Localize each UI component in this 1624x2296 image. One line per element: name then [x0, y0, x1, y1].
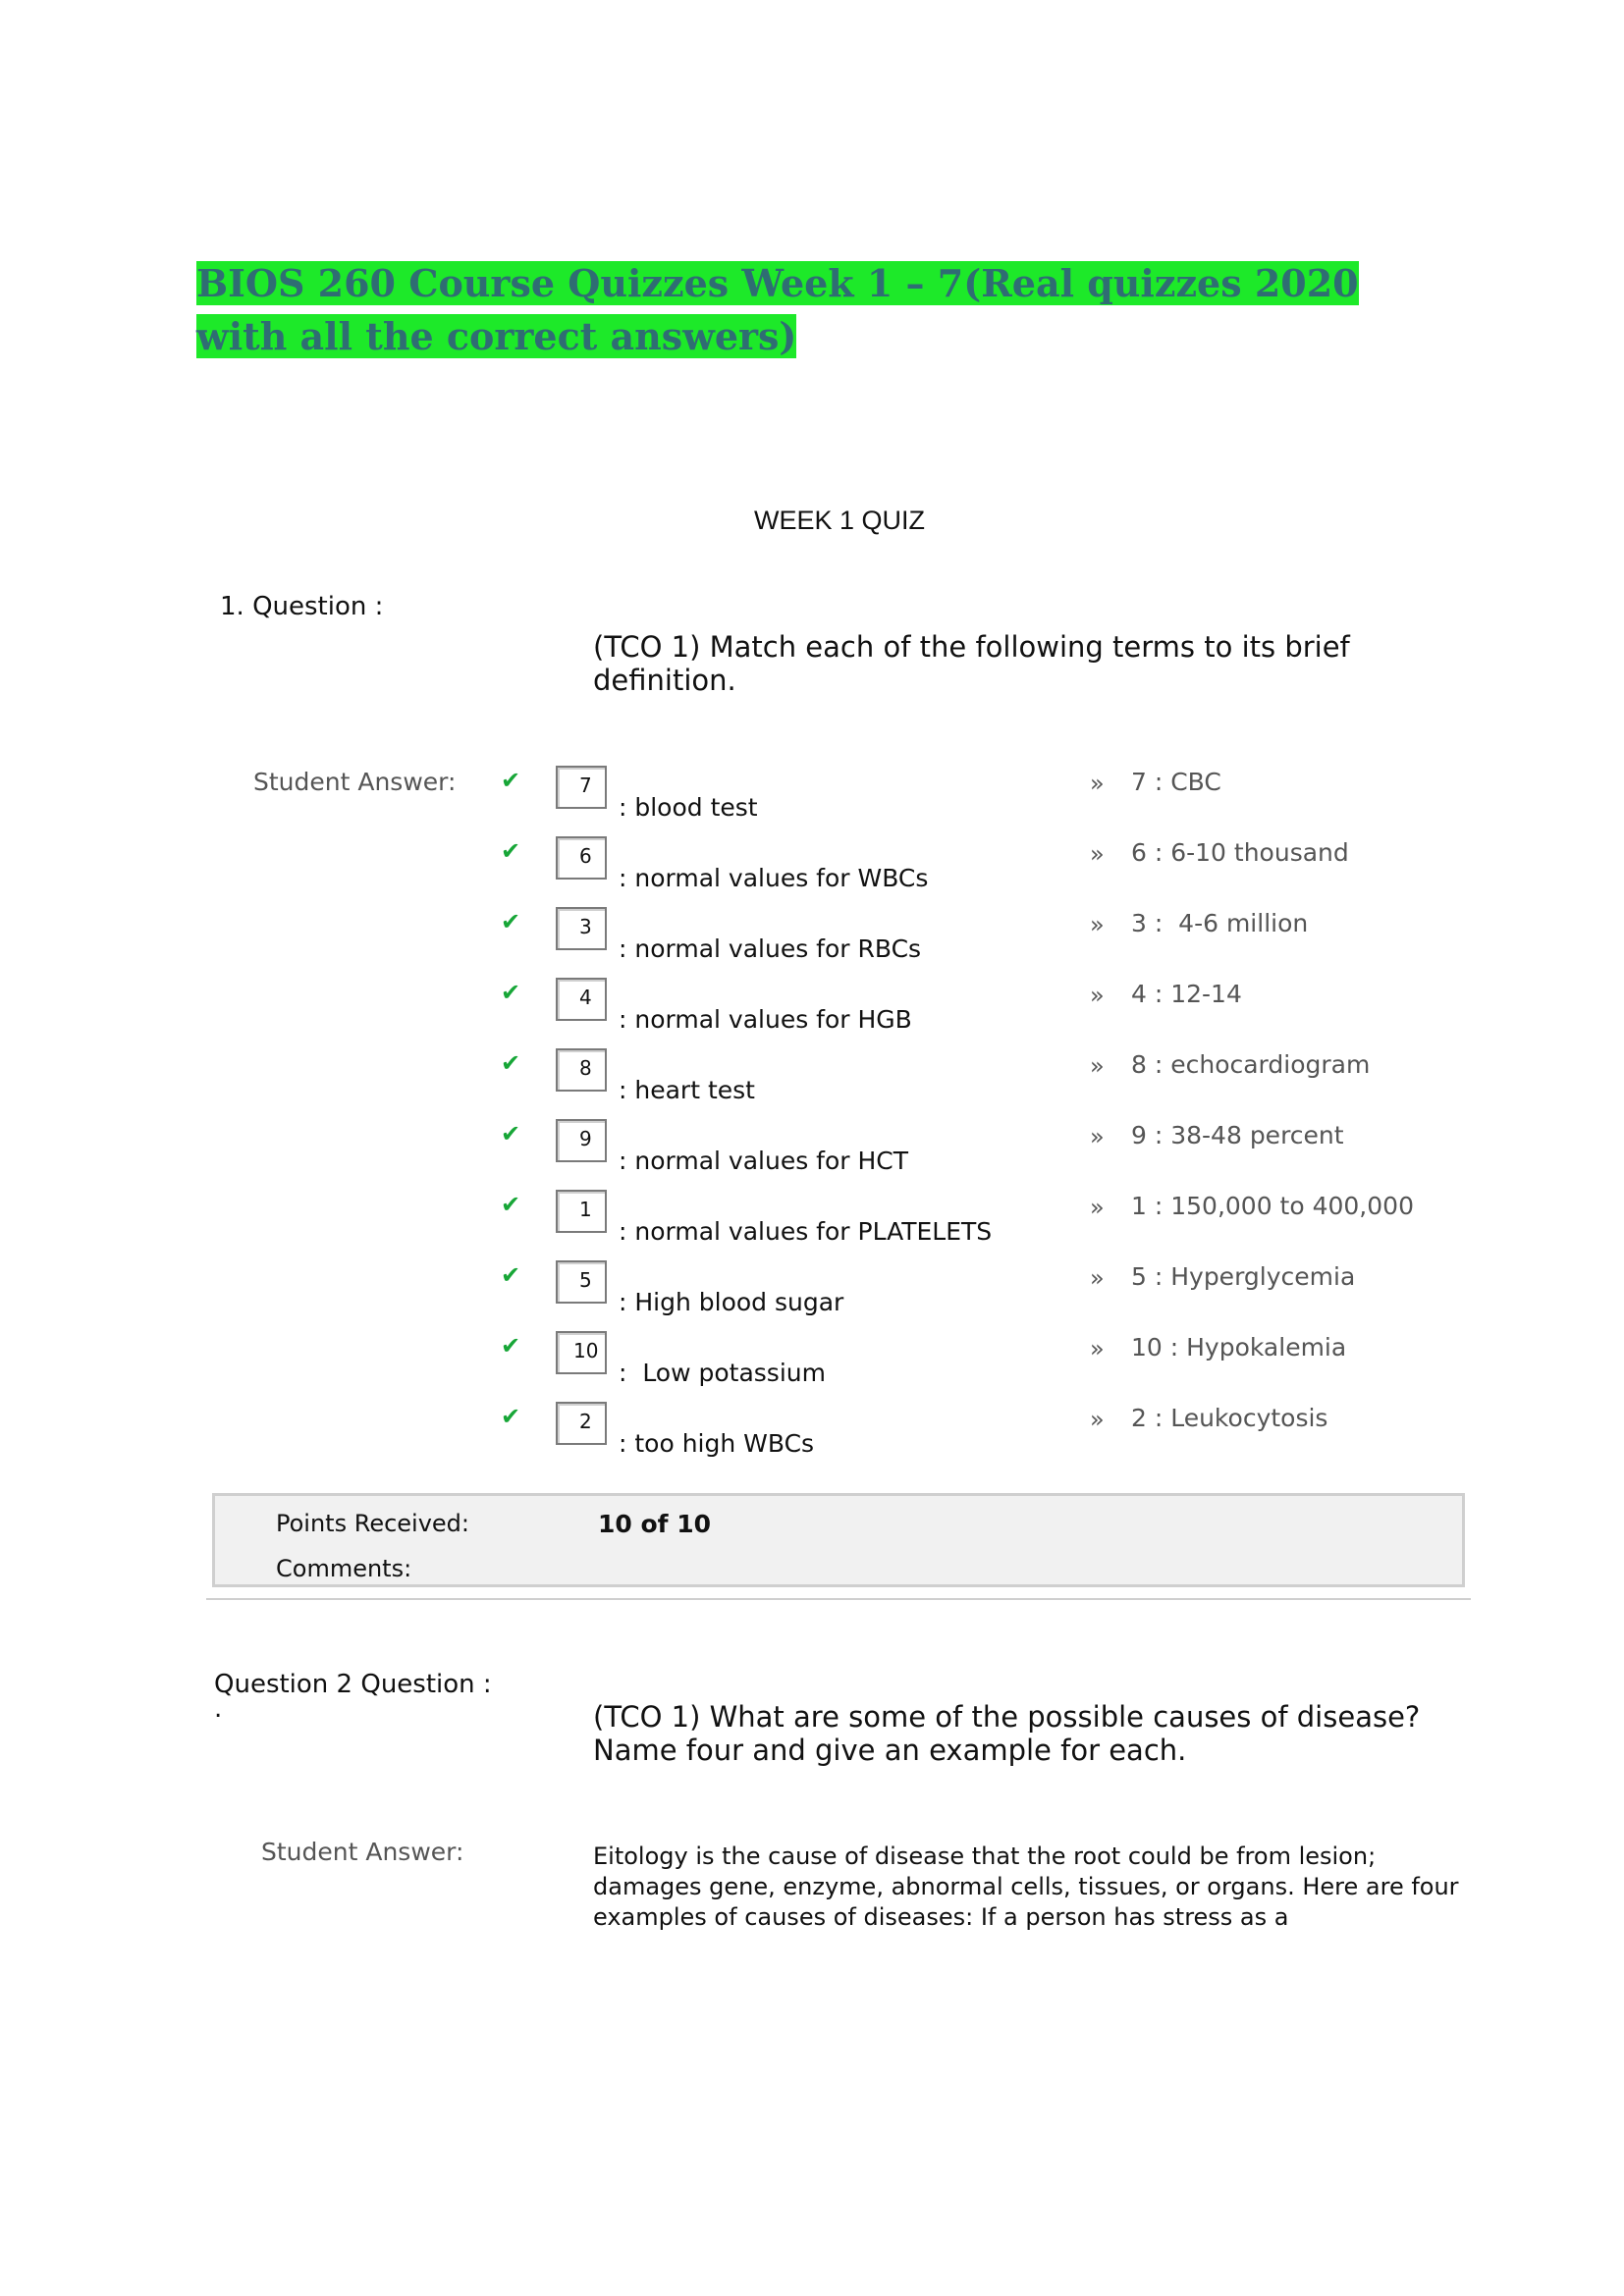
selected-number-box[interactable]: 6	[556, 836, 607, 880]
correct-answer-text: 4 : 12-14	[1131, 980, 1242, 1008]
student-answer-text: Eitology is the cause of disease that the root could be from lesion; damages gene, enzyme, abnormal cells, tissues, or organs. Here are four examples of causes of diseases: If a person has stress as a	[593, 1842, 1459, 1931]
checkmark-icon: ✔	[501, 1332, 521, 1360]
checkmark-icon: ✔	[501, 1403, 521, 1430]
correct-answer-text: 3 : 4-6 million	[1131, 909, 1309, 937]
divider	[206, 1598, 1471, 1600]
term-text: : High blood sugar	[619, 1288, 844, 1316]
correct-answer-text: 1 : 150,000 to 400,000	[1131, 1192, 1414, 1220]
selected-number-box[interactable]: 9	[556, 1119, 607, 1162]
question-2-text: (TCO 1) What are some of the possible causes of disease? Name four and give an example for each.	[593, 1700, 1421, 1767]
term-text: : normal values for WBCs	[619, 864, 929, 892]
match-row	[501, 1260, 1483, 1331]
term-text: : normal values for HGB	[619, 1005, 912, 1034]
match-row	[501, 978, 1483, 1048]
match-row	[501, 1402, 1483, 1472]
points-panel	[212, 1493, 1465, 1587]
checkmark-icon: ✔	[501, 908, 521, 935]
arrow-icon: »	[1090, 1335, 1105, 1362]
match-row	[501, 1331, 1483, 1402]
student-answer-label-2: Student Answer:	[261, 1838, 464, 1866]
checkmark-icon: ✔	[501, 1261, 521, 1289]
term-text: : normal values for HCT	[619, 1147, 909, 1175]
match-row	[501, 1119, 1483, 1190]
selected-number-box[interactable]: 1	[556, 1190, 607, 1233]
selected-number-box[interactable]: 10	[556, 1331, 607, 1374]
question-1-text: (TCO 1) Match each of the following terms to its brief definition.	[593, 630, 1350, 697]
arrow-icon: »	[1090, 982, 1105, 1009]
term-text: : normal values for PLATELETS	[619, 1217, 993, 1246]
term-text: : heart test	[619, 1076, 755, 1104]
checkmark-icon: ✔	[501, 837, 521, 865]
arrow-icon: »	[1090, 1406, 1105, 1433]
correct-answer-text: 10 : Hypokalemia	[1131, 1333, 1347, 1362]
arrow-icon: »	[1090, 1264, 1105, 1292]
term-text: : Low potassium	[619, 1359, 826, 1387]
correct-answer-text: 6 : 6-10 thousand	[1131, 838, 1349, 867]
correct-answer-text: 5 : Hyperglycemia	[1131, 1262, 1356, 1291]
week-heading: WEEK 1 QUIZ	[753, 506, 926, 535]
selected-number-box[interactable]: 3	[556, 907, 607, 950]
question-2-number: Question 2 Question :	[214, 1670, 492, 1699]
match-row	[501, 1048, 1483, 1119]
arrow-icon: »	[1090, 911, 1105, 938]
checkmark-icon: ✔	[501, 1191, 521, 1218]
checkmark-icon: ✔	[501, 979, 521, 1006]
arrow-icon: »	[1090, 1194, 1105, 1221]
points-received-label: Points Received:	[276, 1510, 470, 1537]
selected-number-box[interactable]: 2	[556, 1402, 607, 1445]
match-row	[501, 836, 1483, 907]
term-text: : blood test	[619, 793, 758, 822]
match-row	[501, 1190, 1483, 1260]
selected-number-box[interactable]: 5	[556, 1260, 607, 1304]
arrow-icon: »	[1090, 770, 1105, 797]
points-value: 10 of 10	[598, 1510, 712, 1538]
arrow-icon: »	[1090, 1052, 1105, 1080]
comments-label: Comments:	[276, 1555, 412, 1582]
arrow-icon: »	[1090, 840, 1105, 868]
student-answer-label: Student Answer:	[253, 768, 457, 796]
question-1-label: 1. Question :	[220, 592, 384, 621]
checkmark-icon: ✔	[501, 767, 521, 794]
correct-answer-text: 9 : 38-48 percent	[1131, 1121, 1344, 1149]
checkmark-icon: ✔	[501, 1049, 521, 1077]
selected-number-box[interactable]: 7	[556, 766, 607, 809]
match-row	[501, 907, 1483, 978]
correct-answer-text: 8 : echocardiogram	[1131, 1050, 1371, 1079]
question-2-label	[214, 1667, 492, 1724]
term-text: : normal values for RBCs	[619, 934, 922, 963]
term-text: : too high WBCs	[619, 1429, 815, 1458]
correct-answer-text: 2 : Leukocytosis	[1131, 1404, 1328, 1432]
selected-number-box[interactable]: 4	[556, 978, 607, 1021]
match-row	[501, 766, 1483, 836]
correct-answer-text: 7 : CBC	[1131, 768, 1221, 796]
checkmark-icon: ✔	[501, 1120, 521, 1148]
document-title: BIOS 260 Course Quizzes Week 1 – 7(Real quizzes 2020 with all the correct answers)	[196, 261, 1359, 358]
arrow-icon: »	[1090, 1123, 1105, 1150]
selected-number-box[interactable]: 8	[556, 1048, 607, 1092]
question-2-dot: .	[214, 1694, 223, 1724]
